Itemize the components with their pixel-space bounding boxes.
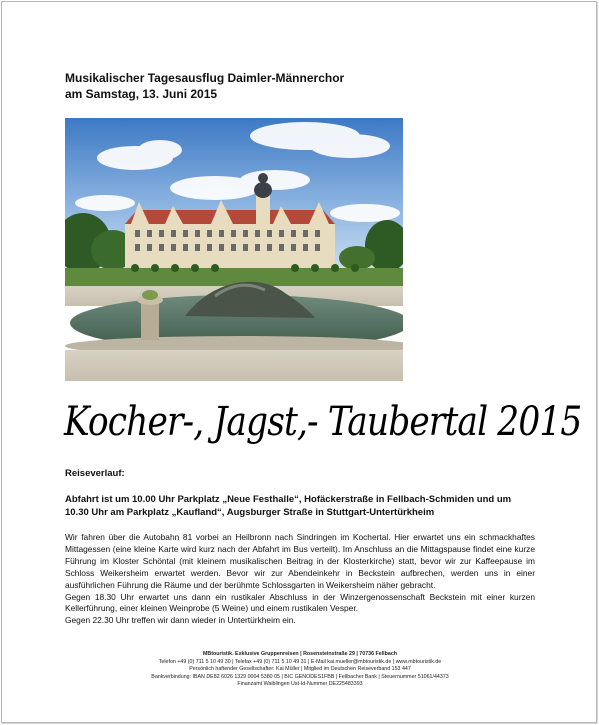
footer-bank-line: Bankverbindung: IBAN DE82 6026 1329 0004 5380 05 | BIC GENODES1FBB | Fellbacher Bank | Steuernummer 51061/44373 [151, 673, 449, 680]
itinerary-paragraph: Wir fahren über die Autobahn 81 vorbei an Heilbronn nach Sindringen im Kochertal. Hier erwartet uns ein schmackhaftes Mittagessen (eine kleine Karte wird kurz nach der Abfahrt im Bus verteilt). Im Anschluss an die Mittagspause findet eine kurze Führung im Kloster Schöntal (mit kleinem musikalischen Beitrag in der Klosterkirche) statt, bevor wir zur Kaffeepause im Schloss Weikersheim erwartet werden. Bevor wir zur Abendeinkehr in Beckstein aufbrechen, werden uns in einer ausführlichen Führung die Räume und der berühmte Schlossgarten in Weikersheim näher gebracht. [65, 532, 535, 590]
castle-photo [65, 118, 403, 381]
footer-tax-line: Finanzamt Waiblingen Ust-Id-Nummer DE225483393 [237, 681, 363, 688]
event-date-line: am Samstag, 13. Juni 2015 [65, 87, 218, 101]
event-header [65, 70, 535, 102]
event-title-line: Musikalischer Tagesausflug Daimler-Männerchor [65, 71, 345, 85]
itinerary-paragraph: Gegen 18.30 Uhr erwartet uns dann ein rustikaler Abschluss in der Winzergenossenschaft Beckstein mit einer kurzen Kellerführung, einer kleinen Weinprobe (5 Weine) und einem rustikalen Vesper. [65, 591, 535, 614]
footer-contact-line: Telefon +49 (0) 711 5 10 49 30 | Telefax +49 (0) 711 5 10 49 31 | E-Mail kai.mueller@mbtouristik.de | www.mbtouristik.de [158, 658, 442, 665]
departure-info: Abfahrt ist um 10.00 Uhr Parkplatz „Neue Festhalle“, Hofäckerstraße in Fellbach-Schmiden und um 10.30 Uhr am Parkplatz „Kaufland“, Augsburger Straße in Stuttgart-Untertürkheim [65, 494, 512, 518]
itinerary-text [65, 532, 535, 627]
trip-title: Kocher-, Jagst,- Taubertal 2015 [64, 399, 582, 445]
footer-owner-line: Persönlich haftender Gesellschafter: Kai Müller | Mitglied im Deutschen Reiseverband 153 447 [189, 666, 411, 673]
footer-company-line: MBtouristik. Exklusive Gruppenreisen | Rosensteinstraße 29 | 70736 Fellbach [202, 651, 398, 657]
itinerary-label: Reiseverlauf: [65, 468, 125, 479]
itinerary-paragraph: Gegen 22.30 Uhr treffen wir dann wieder in Untertürkheim ein. [65, 615, 296, 626]
company-footer [65, 651, 535, 689]
